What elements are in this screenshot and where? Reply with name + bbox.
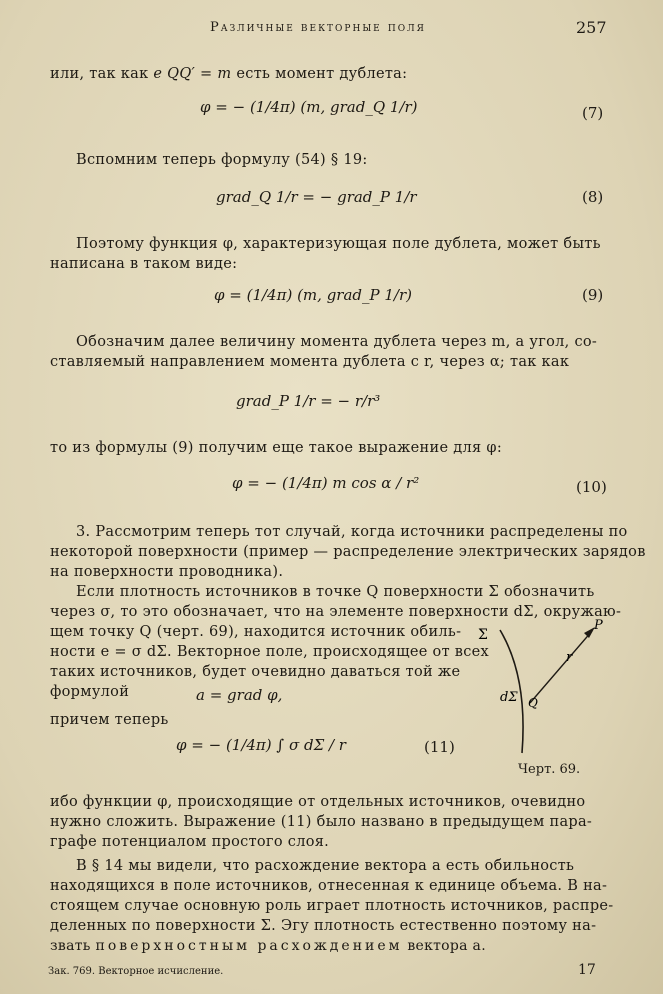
- text-line: или, так как e QQ′ = m есть момент дублета:: [50, 66, 408, 82]
- page-number: 257: [576, 18, 607, 37]
- equation-9: φ = (1/4π) (m, grad_P 1/r): [214, 286, 412, 304]
- equation-grad: grad_P 1/r = − r/r³: [236, 392, 381, 410]
- text-line: Поэтому функция φ, характеризующая поле дублета, может быть: [76, 236, 601, 252]
- text-line: деленных по поверхности Σ. Эгу плотность естественно поэтому на-: [50, 918, 597, 934]
- text-line: через σ, то это обозначает, что на элементе поверхности dΣ, окружаю-: [50, 604, 622, 620]
- text-line: 3. Рассмотрим теперь тот случай, когда источники распределены по: [76, 524, 628, 540]
- text-line: таких источников, будет очевидно даваться той же: [50, 664, 461, 680]
- printer-footer: Зак. 769. Векторное исчисление.: [48, 966, 224, 977]
- radius-vector: [530, 631, 592, 703]
- signature-number: 17: [578, 962, 596, 978]
- label-dsigma: dΣ: [500, 690, 518, 705]
- running-header: Различные векторные поля: [210, 20, 426, 35]
- text-line: ности e = σ dΣ. Векторное поле, происходящее от всех: [50, 644, 490, 660]
- text-line: ставляемый направлением момента дублета с r, через α; так как: [50, 354, 570, 370]
- text-line: Если плотность источников в точке Q поверхности Σ обозначить: [76, 584, 595, 600]
- label-r: r: [566, 650, 573, 665]
- label-q: Q: [528, 696, 538, 710]
- text-line: написана в таком виде:: [50, 256, 238, 272]
- equation-8: grad_Q 1/r = − grad_P 1/r: [216, 188, 417, 206]
- text-line: некоторой поверхности (пример — распределение электрических зарядов: [50, 544, 646, 560]
- text-line: щем точку Q (черт. 69), находится источник обиль-: [50, 624, 462, 640]
- text-line: формулой: [50, 684, 130, 700]
- figure-69-diagram: [470, 615, 620, 755]
- text-line: звать поверхностным расхождением вектора a.: [50, 938, 486, 954]
- spaced-term: поверхностным расхождением: [95, 938, 403, 954]
- text-line: Вспомним теперь формулу (54) § 19:: [76, 152, 368, 168]
- text-line: графе потенциалом простого слоя.: [50, 834, 330, 850]
- text-line: нужно сложить. Выражение (11) было названо в предыдущем пара-: [50, 814, 593, 830]
- equation-number: (11): [424, 738, 455, 756]
- label-p: P: [594, 618, 603, 633]
- text-line: то из формулы (9) получим еще такое выражение для φ:: [50, 440, 503, 456]
- text-line: стоящем случае основную роль играет плотность источников, распре-: [50, 898, 614, 914]
- equation-number: (8): [582, 188, 604, 206]
- equation-a: a = grad φ,: [196, 686, 283, 704]
- text-line: В § 14 мы видели, что расхождение вектора a есть обильность: [76, 858, 575, 874]
- inline-formula: e QQ′ = m: [153, 66, 232, 82]
- figure-caption: Черт. 69.: [518, 762, 581, 777]
- equation-number: (9): [582, 286, 604, 304]
- text-line: на поверхности проводника).: [50, 564, 284, 580]
- equation-11: φ = − (1/4π) ∫ σ dΣ / r: [176, 736, 346, 754]
- label-sigma: Σ: [478, 627, 488, 643]
- equation-7: φ = − (1/4π) (m, grad_Q 1/r): [200, 98, 418, 116]
- equation-number: (10): [576, 478, 607, 496]
- equation-number: (7): [582, 104, 604, 122]
- equation-10: φ = − (1/4π) m cos α / r²: [232, 474, 420, 492]
- text-line: Обозначим далее величину момента дублета через m, а угол, со-: [76, 334, 598, 350]
- text-line: ибо функции φ, происходящие от отдельных источников, очевидно: [50, 794, 586, 810]
- text-line: причем теперь: [50, 712, 169, 728]
- text-line: находящихся в поле источников, отнесенная к единице объема. В на-: [50, 878, 608, 894]
